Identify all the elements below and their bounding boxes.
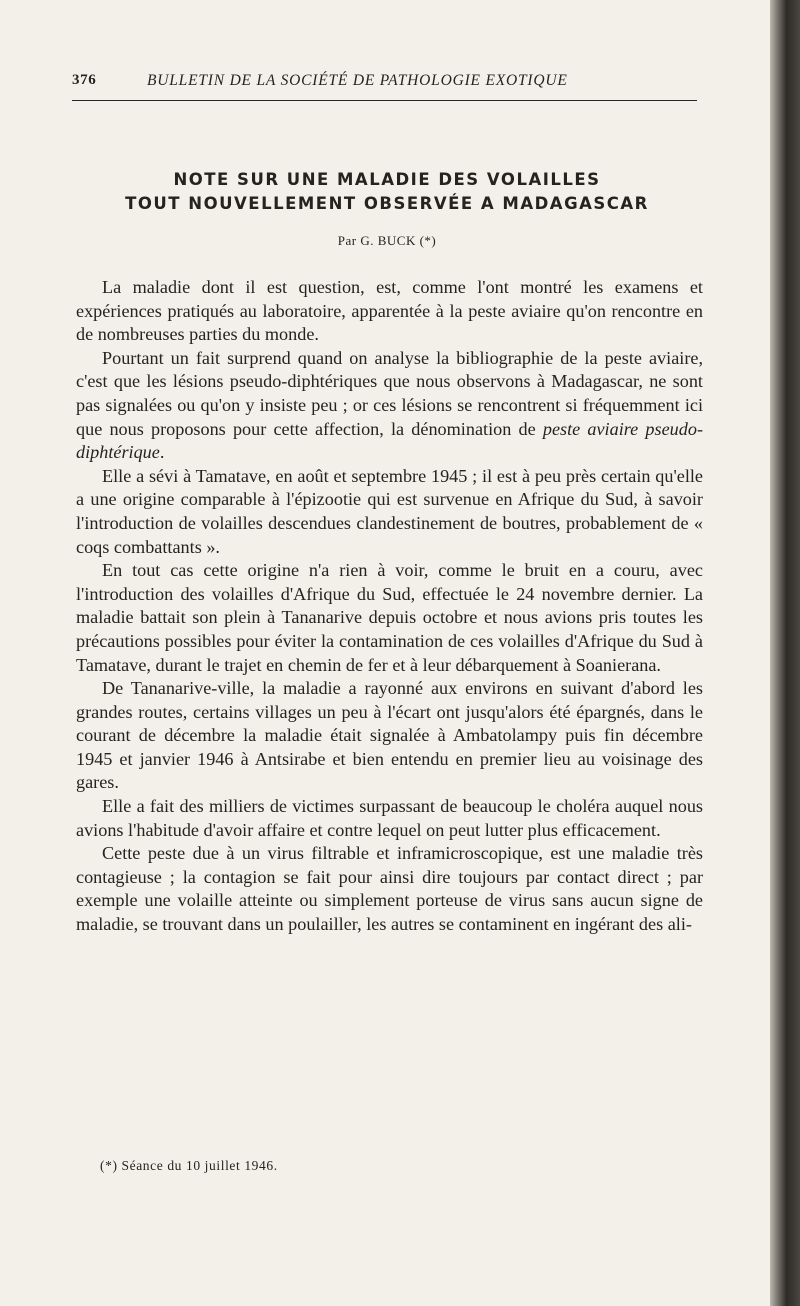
paragraph-2-text: Pourtant un fait surprend quand on analyse la bibliographie de la peste aviaire, c'est que les lésions pseudo-diphtériques que nous observons à Madagascar, ne sont pas signalées ou qu'on y insiste peu ; or ces lésions se rencontrent si fréquemment ici que nous proposons pour cette affection, la dénomination de [76, 347, 703, 439]
article-title-line-2: TOUT NOUVELLEMENT OBSERVÉE A MADAGASCAR [125, 194, 649, 213]
article-title-line-1: NOTE SUR UNE MALADIE DES VOLAILLES [173, 170, 601, 189]
paragraph-2 [76, 347, 703, 465]
paragraph-7: Cette peste due à un virus filtrable et inframicroscopique, est une maladie très contagieuse ; la contagion se fait pour ainsi dire toujours par contact direct ; par exemple une volaille atteinte ou simplement porteuse de virus sans aucun signe de maladie, se trouvant dans un poulailler, les autres se contaminent en ingérant des ali- [76, 843, 703, 935]
running-title: BULLETIN DE LA SOCIÉTÉ DE PATHOLOGIE EXOTIQUE [147, 72, 568, 89]
paragraph-4: En tout cas cette origine n'a rien à voir, comme le bruit en a couru, avec l'introduction des volailles d'Afrique du Sud, effectuée le 24 novembre dernier. La maladie battait son plein à Tananarive depuis octobre et nous avions pris toutes les précautions possibles pour éviter la contamination de ces volailles d'Afrique du Sud à Tamatave, durant le trajet en chemin de fer et à leur débarquement à Soanierana. [76, 560, 703, 675]
page-number: 376 [72, 72, 97, 88]
paragraph-5: De Tananarive-ville, la maladie a rayonné aux environs en suivant d'abord les grandes routes, certains villages un peu à l'écart ont jusqu'alors été épargnés, dans le courant de décembre la maladie était signalée à Ambatolampy puis fin décembre 1945 et janvier 1946 à Antsirabe et bien entendu en premier lieu au voisinage des gares. [76, 678, 703, 793]
paragraph-3: Elle a sévi à Tamatave, en août et septembre 1945 ; il est à peu près certain qu'elle a une origine comparable à l'épizootie qui est survenue en Afrique du Sud, à savoir l'introduction de volailles descendues clandestinement de boutres, probablement de « coqs combattants ». [76, 465, 703, 557]
article-author: Par G. BUCK (*) [337, 233, 437, 248]
page-edge-shadow [770, 0, 800, 1306]
paragraph-2-end: . [159, 442, 165, 463]
article-title [72, 168, 702, 216]
paragraph-6: Elle a fait des milliers de victimes surpassant de beaucoup le choléra auquel nous avions l'habitude d'avoir affaire et contre lequel on peut lutter plus efficacement. [76, 796, 703, 840]
footnote: (*) Séance du 10 juillet 1946. [100, 1158, 278, 1173]
header-rule [72, 100, 697, 101]
paragraph-1: La maladie dont il est question, est, comme l'ont montré les examens et expériences pratiqués au laboratoire, apparentée à la peste aviaire qu'on rencontre en de nombreuses parties du monde. [76, 277, 703, 345]
paragraph-2-italic-term: peste aviaire pseudo-diphtérique [76, 418, 704, 463]
article-body [76, 276, 703, 937]
